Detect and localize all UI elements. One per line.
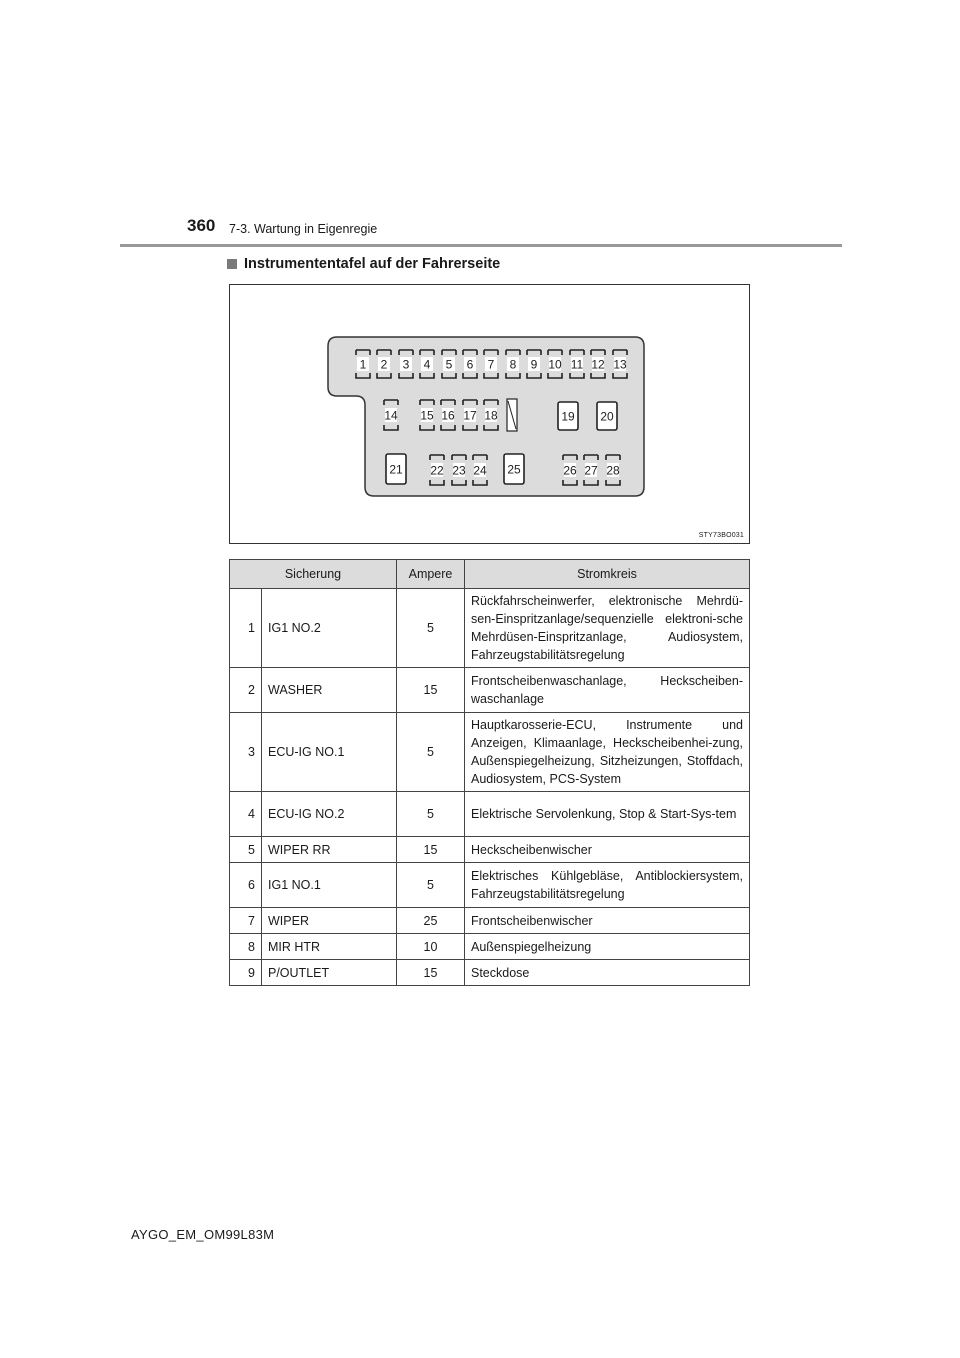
square-bullet-icon xyxy=(227,259,237,269)
svg-text:17: 17 xyxy=(463,408,477,423)
fuse-box-diagram xyxy=(230,285,749,543)
fuse-ampere: 5 xyxy=(397,713,465,792)
fuse-number: 7 xyxy=(230,908,262,934)
fuse-ampere: 10 xyxy=(397,934,465,960)
fuse-circuit: Steckdose xyxy=(465,960,750,986)
fuse-circuit: Heckscheibenwischer xyxy=(465,837,750,863)
table-body xyxy=(230,589,750,986)
svg-text:22: 22 xyxy=(430,463,444,478)
fuse-number: 5 xyxy=(230,837,262,863)
fuse-number: 4 xyxy=(230,792,262,837)
fuse-circuit: Elektrisches Kühlgebläse, Antiblockiersystem, Fahrzeugstabilitätsregelung xyxy=(465,863,750,908)
fuse-circuit: Hauptkarosserie-ECU, Instrumente und Anzeigen, Klimaanlage, Heckscheibenhei-zung, Außenspiegelheizung, Sitzheizungen, Stoffdach, Audiosystem, PCS-System xyxy=(465,713,750,792)
table-row xyxy=(230,837,750,863)
svg-text:27: 27 xyxy=(584,463,598,478)
fuse-ampere: 25 xyxy=(397,908,465,934)
header-circuit: Stromkreis xyxy=(465,560,750,589)
page-number: 360 xyxy=(187,216,216,235)
fuse-number: 8 xyxy=(230,934,262,960)
fuse-ampere: 15 xyxy=(397,837,465,863)
fuse-ampere: 5 xyxy=(397,792,465,837)
fuse-circuit: Elektrische Servolenkung, Stop & Start-Sys-tem xyxy=(465,792,750,837)
fuse-ampere: 5 xyxy=(397,589,465,668)
svg-text:14: 14 xyxy=(384,408,398,423)
svg-text:21: 21 xyxy=(389,462,403,477)
svg-text:5: 5 xyxy=(445,357,453,372)
svg-text:11: 11 xyxy=(570,357,584,372)
svg-text:20: 20 xyxy=(600,409,614,424)
fuse-name: ECU-IG NO.2 xyxy=(262,792,397,837)
fuse-name: WASHER xyxy=(262,668,397,713)
heading xyxy=(227,256,500,272)
svg-text:4: 4 xyxy=(423,357,431,372)
svg-text:12: 12 xyxy=(591,357,605,372)
table-row xyxy=(230,934,750,960)
footer-code: AYGO_EM_OM99L83M xyxy=(131,1227,275,1242)
fuse-number: 2 xyxy=(230,668,262,713)
heading-text: Instrumententafel auf der Fahrerseite xyxy=(244,256,501,272)
table-row xyxy=(230,792,750,837)
svg-text:13: 13 xyxy=(613,357,627,372)
svg-text:6: 6 xyxy=(466,357,474,372)
fuse-table xyxy=(229,559,750,986)
section-title: 7-3. Wartung in Eigenregie xyxy=(229,222,378,236)
fuse-ampere: 5 xyxy=(397,863,465,908)
svg-text:19: 19 xyxy=(561,409,575,424)
fuse-ampere: 15 xyxy=(397,960,465,986)
fuse-circuit: Rückfahrscheinwerfer, elektronische Mehrdü-sen-Einspritzanlage/sequenzielle elektroni-sche Mehrdüsen-Einspritzanlage, Audiosystem, Fahrzeugstabilitätsregelung xyxy=(465,589,750,668)
fuse-number: 6 xyxy=(230,863,262,908)
svg-text:15: 15 xyxy=(420,408,434,423)
svg-text:1: 1 xyxy=(359,357,367,372)
fuse-ampere: 15 xyxy=(397,668,465,713)
table-row xyxy=(230,668,750,713)
fuse-25 xyxy=(504,454,524,484)
fuse-number: 9 xyxy=(230,960,262,986)
fuse-name: IG1 NO.2 xyxy=(262,589,397,668)
fuse-name: P/OUTLET xyxy=(262,960,397,986)
fuse-circuit: Frontscheibenwaschanlage, Heckscheiben-waschanlage xyxy=(465,668,750,713)
fuse-19 xyxy=(558,402,578,430)
svg-text:3: 3 xyxy=(402,357,410,372)
table-header-row xyxy=(230,560,750,589)
svg-text:18: 18 xyxy=(484,408,498,423)
svg-text:10: 10 xyxy=(548,357,562,372)
fuse-name: MIR HTR xyxy=(262,934,397,960)
fuse-21 xyxy=(386,454,406,484)
svg-text:9: 9 xyxy=(530,357,538,372)
figure-code: STY73BO031 xyxy=(698,532,744,539)
fuse-name: WIPER RR xyxy=(262,837,397,863)
fuse-box-figure xyxy=(229,284,750,544)
svg-text:25: 25 xyxy=(507,462,521,477)
table-row xyxy=(230,960,750,986)
table-row xyxy=(230,908,750,934)
fuse-20 xyxy=(597,402,617,430)
header-rule xyxy=(120,244,842,247)
header-fuse: Sicherung xyxy=(230,560,397,589)
svg-text:16: 16 xyxy=(441,408,455,423)
fuse-name: ECU-IG NO.1 xyxy=(262,713,397,792)
table-row xyxy=(230,863,750,908)
svg-text:8: 8 xyxy=(509,357,517,372)
fuse-number: 3 xyxy=(230,713,262,792)
svg-text:26: 26 xyxy=(563,463,577,478)
table-row xyxy=(230,713,750,792)
fuse-name: WIPER xyxy=(262,908,397,934)
table-row xyxy=(230,589,750,668)
fuse-number: 1 xyxy=(230,589,262,668)
svg-text:24: 24 xyxy=(473,463,487,478)
svg-text:23: 23 xyxy=(452,463,466,478)
fuse-circuit: Außenspiegelheizung xyxy=(465,934,750,960)
svg-text:7: 7 xyxy=(487,357,495,372)
svg-text:28: 28 xyxy=(606,463,620,478)
header-ampere: Ampere xyxy=(397,560,465,589)
fuse-name: IG1 NO.1 xyxy=(262,863,397,908)
svg-text:2: 2 xyxy=(380,357,388,372)
fuse-circuit: Frontscheibenwischer xyxy=(465,908,750,934)
